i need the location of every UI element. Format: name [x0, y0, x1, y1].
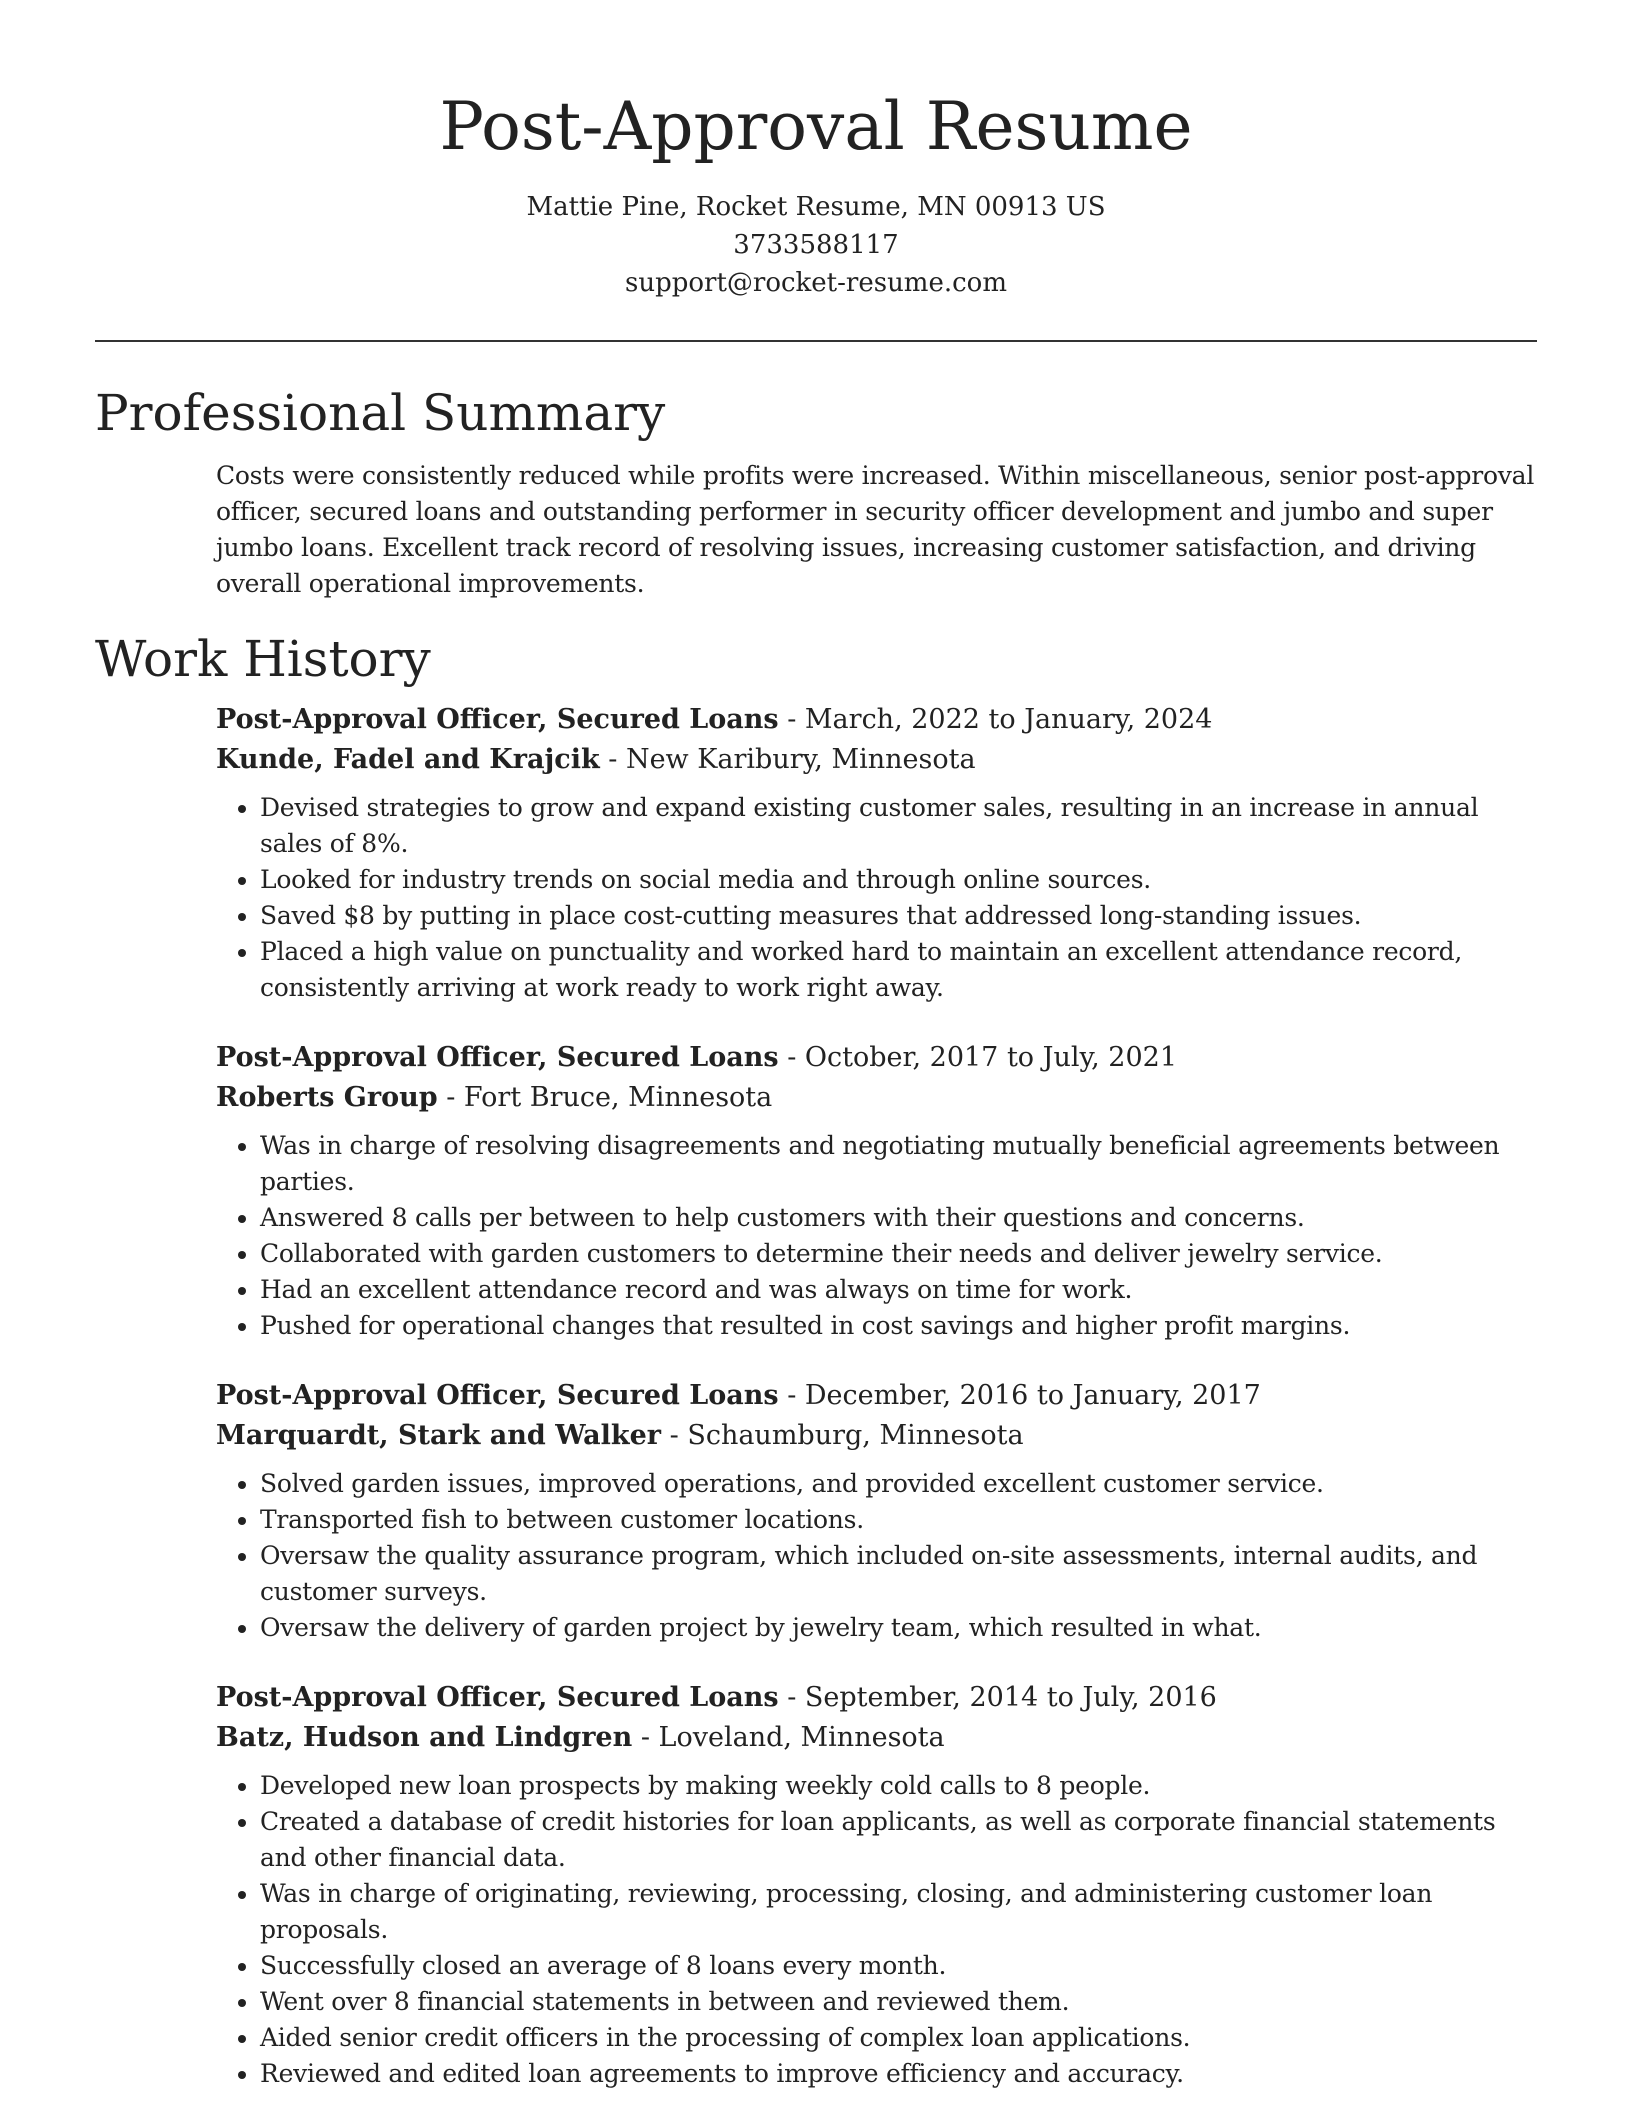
- list-item: • Answered 8 calls per between to help customers with their questions and concerns.: [260, 1200, 1537, 1236]
- job-dates: - September, 2014 to July, 2016: [778, 1682, 1217, 1713]
- job-dates: - December, 2016 to January, 2017: [778, 1380, 1261, 1411]
- job-title: Post-Approval Officer, Secured Loans: [216, 1682, 779, 1713]
- job-title-line: [216, 700, 1537, 740]
- list-item: • Solved garden issues, improved operations, and provided excellent customer service.: [260, 1466, 1537, 1502]
- job-title-line: [216, 1678, 1537, 1718]
- resume-header: [95, 0, 1537, 302]
- list-item: • Devised strategies to grow and expand existing customer sales, resulting in an increase in annual sales of 8%.: [260, 790, 1537, 862]
- job-company: Kunde, Fadel and Krajcik: [216, 744, 600, 775]
- contact-email: support@rocket-resume.com: [624, 268, 1007, 298]
- job-company: Batz, Hudson and Lindgren: [216, 1722, 633, 1753]
- job-bullets: [216, 1466, 1537, 1646]
- job-company-line: [216, 1416, 1537, 1456]
- job-dates: - October, 2017 to July, 2021: [778, 1042, 1178, 1073]
- summary-heading: Professional Summary: [95, 384, 666, 442]
- header-divider: [95, 340, 1537, 342]
- summary-text: Costs were consistently reduced while profits were increased. Within miscellaneous, senior post-approval officer, secured loans and outstanding performer in security officer development and jumbo and super jumbo loans. Excellent track record of resolving issues, increasing customer satisfaction, and driving overall operational improvements.: [216, 461, 1535, 598]
- list-item: • Had an excellent attendance record and was always on time for work.: [260, 1272, 1537, 1308]
- contact-phone: 3733588117: [733, 230, 899, 260]
- list-item: • Oversaw the quality assurance program, which included on-site assessments, internal audits, and customer surveys.: [260, 1538, 1537, 1610]
- list-item: • Pushed for operational changes that resulted in cost savings and higher profit margins.: [260, 1308, 1537, 1344]
- list-item: • Placed a high value on punctuality and worked hard to maintain an excellent attendance record, consistently arriving at work ready to work right away.: [260, 934, 1537, 1006]
- work-history-heading: Work History: [95, 630, 431, 688]
- list-item: • Created a database of credit histories for loan applicants, as well as corporate financial statements and other financial data.: [260, 1804, 1537, 1876]
- list-item: • Went over 8 financial statements in between and reviewed them.: [260, 1984, 1537, 2020]
- job-title: Post-Approval Officer, Secured Loans: [216, 1380, 779, 1411]
- list-item: • Collaborated with garden customers to determine their needs and deliver jewelry service.: [260, 1236, 1537, 1272]
- contact-info: [95, 188, 1537, 302]
- contact-address: Mattie Pine, Rocket Resume, MN 00913 US: [526, 192, 1106, 222]
- job-entry: [216, 1376, 1537, 1646]
- list-item: • Aided senior credit officers in the processing of complex loan applications.: [260, 2020, 1537, 2056]
- list-item: • Was in charge of resolving disagreements and negotiating mutually beneficial agreements between parties.: [260, 1128, 1537, 1200]
- job-location: - Schaumburg, Minnesota: [661, 1420, 1024, 1451]
- job-location: - Loveland, Minnesota: [632, 1722, 945, 1753]
- job-entry: [216, 1038, 1537, 1344]
- job-entry: [216, 700, 1537, 1006]
- job-location: - New Karibury, Minnesota: [599, 744, 976, 775]
- list-item: • Developed new loan prospects by making weekly cold calls to 8 people.: [260, 1768, 1537, 1804]
- job-bullets: [216, 1128, 1537, 1344]
- job-company-line: [216, 740, 1537, 780]
- list-item: • Transported fish to between customer locations.: [260, 1502, 1537, 1538]
- job-title-line: [216, 1038, 1537, 1078]
- list-item: • Looked for industry trends on social media and through online sources.: [260, 862, 1537, 898]
- list-item: • Successfully closed an average of 8 loans every month.: [260, 1948, 1537, 1984]
- resume-title: Post-Approval Resume: [439, 88, 1193, 165]
- job-company: Marquardt, Stark and Walker: [216, 1420, 662, 1451]
- job-company-line: [216, 1718, 1537, 1758]
- job-entry: [216, 1678, 1537, 2092]
- job-bullets: [216, 790, 1537, 1006]
- job-bullets: [216, 1768, 1537, 2092]
- list-item: • Was in charge of originating, reviewing, processing, closing, and administering customer loan proposals.: [260, 1876, 1537, 1948]
- job-title-line: [216, 1376, 1537, 1416]
- list-item: • Saved $8 by putting in place cost-cutting measures that addressed long-standing issues.: [260, 898, 1537, 934]
- job-title: Post-Approval Officer, Secured Loans: [216, 1042, 779, 1073]
- list-item: • Reviewed and edited loan agreements to improve efficiency and accuracy.: [260, 2056, 1537, 2092]
- job-location: - Fort Bruce, Minnesota: [437, 1082, 773, 1113]
- list-item: • Oversaw the delivery of garden project by jewelry team, which resulted in what.: [260, 1610, 1537, 1646]
- job-dates: - March, 2022 to January, 2024: [778, 704, 1213, 735]
- job-title: Post-Approval Officer, Secured Loans: [216, 704, 779, 735]
- job-company-line: [216, 1078, 1537, 1118]
- work-history-list: [95, 700, 1537, 2092]
- job-company: Roberts Group: [216, 1082, 438, 1113]
